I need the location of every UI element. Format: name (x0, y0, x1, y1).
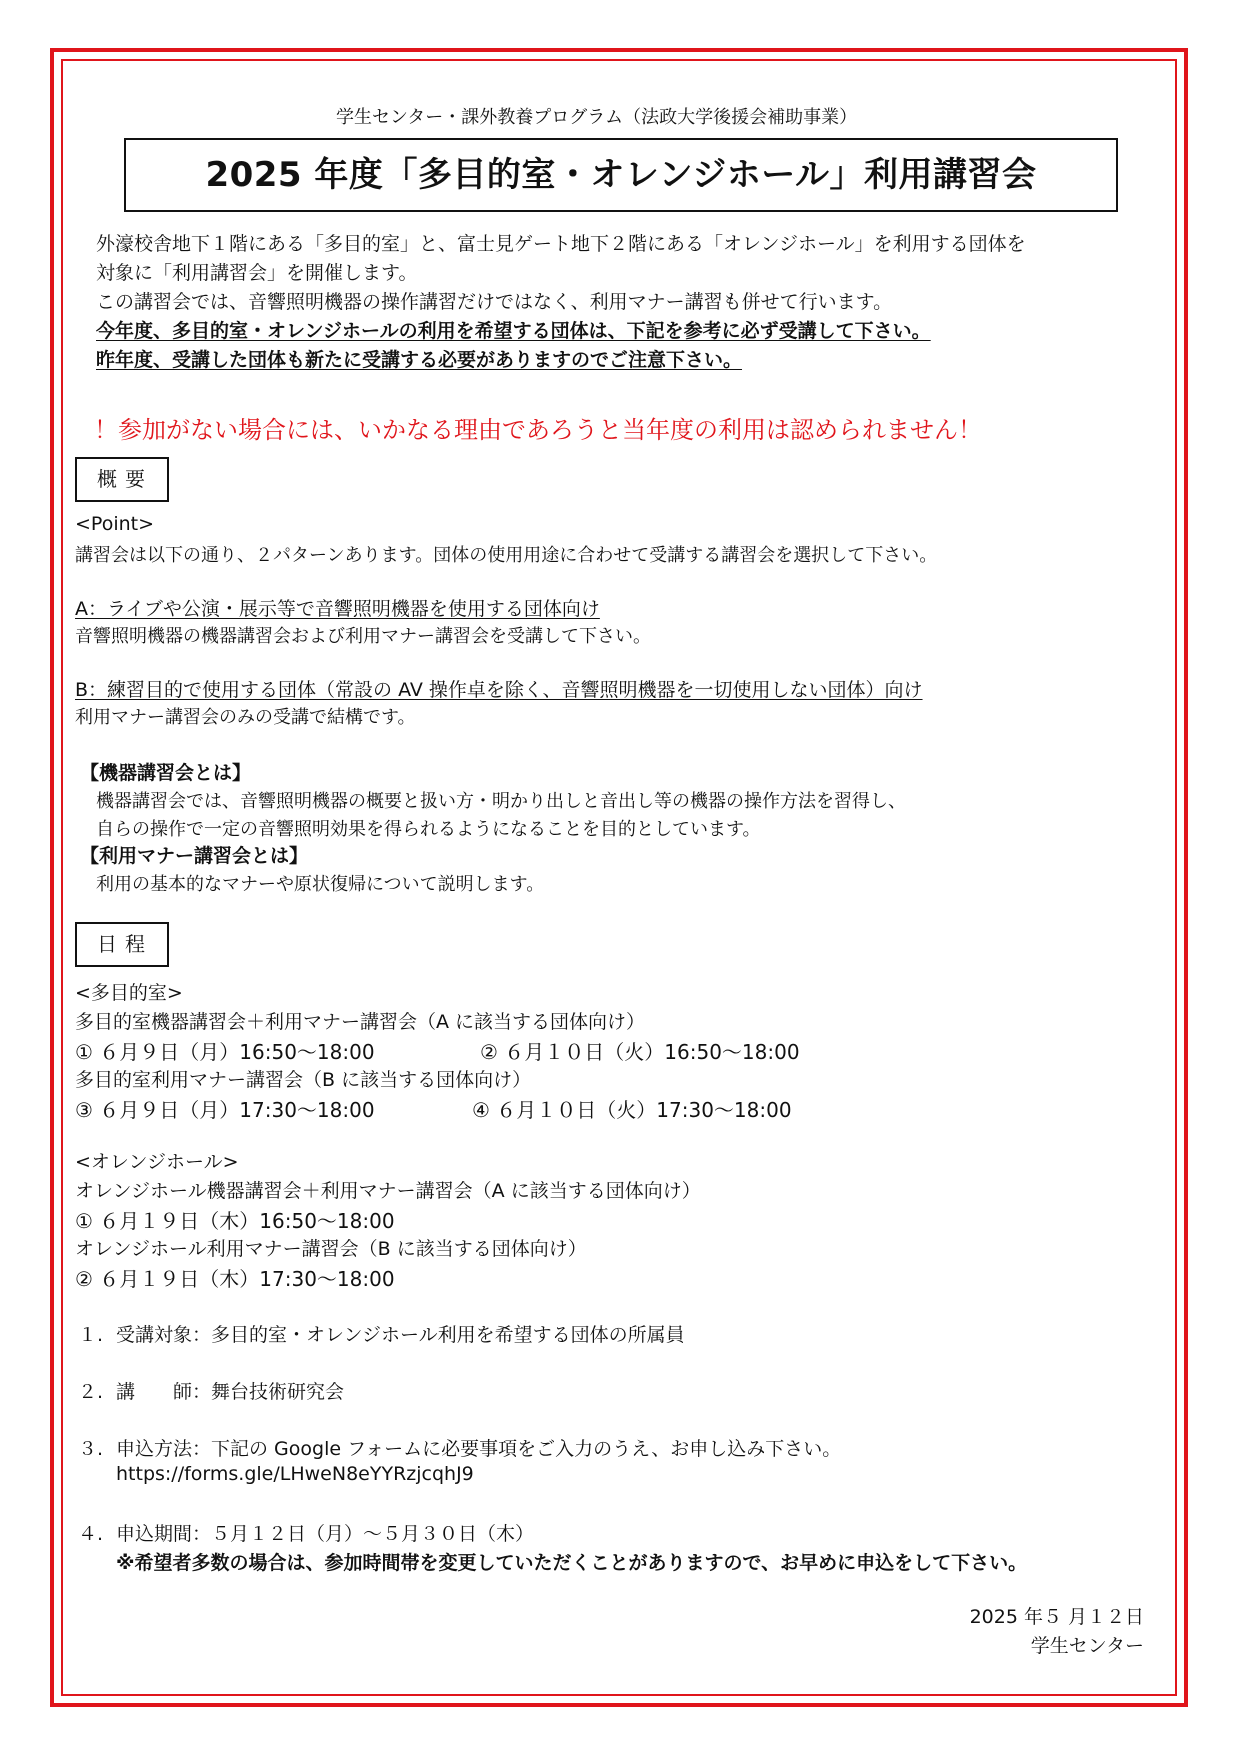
equipment-session-line-1: 機器講習会では、音響照明機器の概要と扱い方・明かり出しと音出し等の機器の操作方法を習得し、 (96, 791, 906, 812)
intro-notice-2: 昨年度、受講した団体も新たに受講する必要がありますのでご注意下さい。 (96, 349, 743, 371)
equipment-session-title: 【機器講習会とは】 (80, 762, 252, 784)
item-number-3: ３. (78, 1438, 104, 1460)
pattern-a-text: 音響照明機器の機器講習会および利用マナー講習会を受講して下さい。 (75, 626, 651, 647)
overview-heading: 概要 (97, 467, 153, 491)
hall-b-session-2: ② ６月１９日（木）17:30〜18:00 (75, 1267, 395, 1291)
manner-session-title: 【利用マナー講習会とは】 (80, 845, 309, 867)
item-number-1: １. (78, 1324, 104, 1346)
schedule-heading: 日程 (97, 932, 153, 956)
overview-heading-box (75, 457, 169, 502)
attendance-warning: ！参加がない場合には、いかなる理由であろうと当年度の利用は認められません！ (94, 416, 982, 444)
page-title: 2025 年度「多目的室・オレンジホール」利用講習会 (205, 155, 1037, 195)
program-subtitle: 学生センター・課外教養プログラム（法政大学後援会補助事業） (336, 107, 858, 128)
issuer: 学生センター (1030, 1635, 1144, 1657)
google-form-link[interactable]: https://forms.gle/LHweN8eYYRzjcqhJ9 (116, 1463, 474, 1485)
room-label: <多目的室> (75, 982, 183, 1004)
intro-line-1: 外濠校舎地下１階にある「多目的室」と、富士見ゲート地下２階にある「オレンジホール」を利用する団体を (96, 233, 1026, 255)
schedule-heading-box (75, 922, 169, 967)
pattern-b-title: B：練習目的で使用する団体（常設の AV 操作卓を除く、音響照明機器を一切使用しない団体）向け (75, 679, 923, 701)
room-b-title: 多目的室利用マナー講習会（B に該当する団体向け） (75, 1069, 532, 1091)
item-number-4: ４. (78, 1523, 104, 1545)
manner-session-text: 利用の基本的なマナーや原状復帰について説明します。 (96, 874, 545, 895)
item-application-note: ※希望者多数の場合は、参加時間帯を変更していただくことがありますので、お早めに申込をして下さい。 (116, 1552, 1028, 1574)
hall-label: <オレンジホール> (75, 1151, 239, 1173)
room-a-session-1: ① ６月９日（月）16:50〜18:00 (75, 1040, 375, 1064)
room-b-session-3: ③ ６月９日（月）17:30〜18:00 (75, 1098, 375, 1122)
point-label: <Point> (75, 513, 155, 535)
hall-b-title: オレンジホール利用マナー講習会（B に該当する団体向け） (75, 1238, 587, 1260)
point-text: 講習会は以下の通り、２パターンあります。団体の使用用途に合わせて受講する講習会を選択して下さい。 (75, 545, 938, 566)
intro-line-2: 対象に「利用講習会」を開催します。 (96, 262, 418, 284)
room-a-title: 多目的室機器講習会＋利用マナー講習会（A に該当する団体向け） (75, 1011, 646, 1033)
item-target: 受講対象：多目的室・オレンジホール利用を希望する団体の所属員 (116, 1324, 685, 1346)
intro-notice-1: 今年度、多目的室・オレンジホールの利用を希望する団体は、下記を参考に必ず受講して下さい。 (96, 320, 931, 342)
title-box (124, 138, 1118, 212)
item-application-method: 申込方法：下記の Google フォームに必要事項をご入力のうえ、お申し込み下さい。 (116, 1438, 842, 1460)
pattern-b-text: 利用マナー講習会のみの受講で結構です。 (75, 707, 416, 728)
item-application-period: 申込期間：５月１２日（月）〜５月３０日（木） (116, 1523, 535, 1545)
room-a-session-2: ② ６月１０日（火）16:50〜18:00 (480, 1040, 800, 1064)
room-b-session-4: ④ ６月１０日（火）17:30〜18:00 (472, 1098, 792, 1122)
intro-line-3: この講習会では、音響照明機器の操作講習だけではなく、利用マナー講習も併せて行います。 (96, 291, 893, 313)
item-instructor: 講 師：舞台技術研究会 (116, 1381, 345, 1403)
hall-a-title: オレンジホール機器講習会＋利用マナー講習会（A に該当する団体向け） (75, 1180, 701, 1202)
item-number-2: ２. (78, 1381, 104, 1403)
hall-a-session-1: ① ６月１９日（木）16:50〜18:00 (75, 1209, 395, 1233)
pattern-a-title: A：ライブや公演・展示等で音響照明機器を使用する団体向け (75, 598, 600, 620)
issue-date: 2025 年５ 月１２日 (969, 1606, 1144, 1628)
equipment-session-line-2: 自らの操作で一定の音響照明効果を得られるようになることを目的としています。 (96, 819, 761, 840)
